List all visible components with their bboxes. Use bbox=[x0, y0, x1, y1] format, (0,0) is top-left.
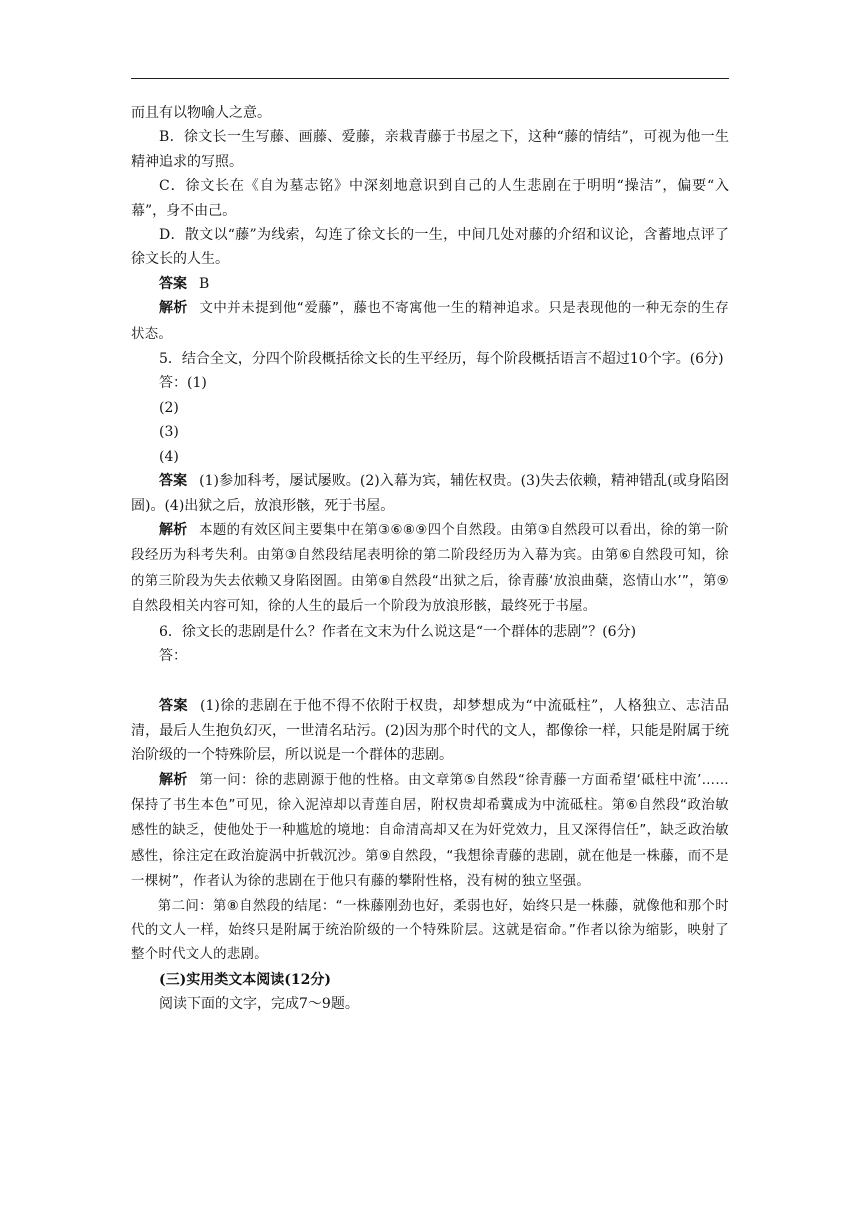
option-c: C．徐文长在《自为墓志铭》中深刻地意识到自己的人生悲剧在于明明“操洁”，偏要“入幕”，身不由己。 bbox=[131, 178, 729, 219]
answer-label: 答案 bbox=[159, 698, 189, 715]
answer-blank-3: (3) bbox=[159, 424, 179, 441]
document-body bbox=[131, 101, 729, 1017]
answer-q6 bbox=[131, 694, 729, 767]
answer-blank-2: (2) bbox=[159, 399, 179, 416]
answer-q5 bbox=[131, 469, 729, 518]
analysis-text: 本题的有效区间主要集中在第③⑥⑧⑨四个自然段。由第③自然段可以看出，徐的第一阶段经历为科考失利。由第③自然段结尾表明徐的第二阶段经历为入幕为宾。由第⑥自然段可知，徐的第三阶段为失去依赖又身陷囹圄。由第⑧自然段“出狱之后，徐青藤‘放浪曲蘖，恣情山水’”，第⑨自然段相关内容可知，徐的人生的最后一个阶段为放浪形骸，最终死于书屋。 bbox=[131, 522, 729, 615]
answer-blank-1: 答：(1) bbox=[159, 375, 207, 392]
analysis-label: 解析 bbox=[159, 300, 188, 317]
answer-blank-q6: 答： bbox=[159, 647, 187, 664]
analysis-label: 解析 bbox=[159, 521, 188, 538]
answer-text: (1)徐的悲剧在于他不得不依附于权贵，却梦想成为“中流砥柱”，人格独立、志洁品清，最后人生抱负幻灭，一世清名玷污。(2)因为那个时代的文人，都像徐一样，只能是附属于统治阶级的一个特殊阶层，所以说是一个群体的悲剧。 bbox=[131, 698, 729, 764]
analysis-q5 bbox=[131, 518, 729, 620]
question-5: 5．结合全文，分四个阶段概括徐文长的生平经历，每个阶段概括语言不超过10个字。(6分) bbox=[159, 351, 724, 368]
analysis-q4 bbox=[131, 296, 729, 347]
option-d: D．散文以“藤”为线索，勾连了徐文长的一生，中间几处对藤的介绍和议论，含蓄地点评了徐文长的人生。 bbox=[131, 227, 729, 268]
header-rule bbox=[131, 78, 729, 79]
analysis-label: 解析 bbox=[159, 771, 188, 788]
answer-text: B bbox=[199, 275, 210, 292]
analysis-text: 文中并未提到他“爱藤”，藤也不寄寓他一生的精神追求。只是表现他的一种无奈的生存状态。 bbox=[131, 301, 729, 342]
reading-instruction: 阅读下面的文字，完成7～9题。 bbox=[159, 996, 359, 1013]
answer-blank-4: (4) bbox=[159, 448, 179, 465]
answer-label: 答案 bbox=[159, 473, 188, 490]
answer-label: 答案 bbox=[159, 275, 187, 292]
option-b: B．徐文长一生写藤、画藤、爱藤，亲栽青藤于书屋之下，这种“藤的情结”，可视为他一生精神追求的写照。 bbox=[131, 129, 729, 170]
analysis-q6-part2: 第二问：第⑧自然段的结尾：“一株藤刚劲也好，柔弱也好，始终只是一株藤，就像他和那个时代的文人一样，始终只是附属于统治阶级的一个特殊阶层。这就是宿命。”作者以徐为缩影，映射了整个时代文人的悲剧。 bbox=[131, 898, 729, 963]
answer-text: (1)参加科考，屡试屡败。(2)入幕为宾，辅佐权贵。(3)失去依赖，精神错乱(或身陷囹圄)。(4)出狱之后，放浪形骸，死于书屋。 bbox=[131, 473, 730, 514]
option-a-continued: 而且有以物喻人之意。 bbox=[131, 105, 271, 121]
analysis-text: 第一问：徐的悲剧源于他的性格。由文章第⑤自然段“徐青藤一方面希望‘砥柱中流’……保持了书生本色”可见，徐入泥淖却以青莲自居，附权贵却希冀成为中流砥柱。第⑥自然段“政治敏感性的缺乏，使他处于一种尴尬的境地：自命清高却又在为奸党效力，且又深得信任”，缺乏政治敏感性，徐注定在政治旋涡中折戟沉沙。第⑨自然段，“我想徐青藤的悲剧，就在他是一株藤，而不是一棵树”，作者认为徐的悲剧在于他只有藤的攀附性格，没有树的独立坚强。 bbox=[131, 772, 730, 890]
answer-space bbox=[131, 668, 729, 694]
answer-q4 bbox=[131, 272, 729, 296]
analysis-q6 bbox=[131, 768, 729, 895]
question-6: 6．徐文长的悲剧是什么？作者在文末为什么说这是“一个群体的悲剧”？(6分) bbox=[159, 623, 637, 640]
section-heading: (三)实用类文本阅读(12分) bbox=[159, 971, 331, 988]
